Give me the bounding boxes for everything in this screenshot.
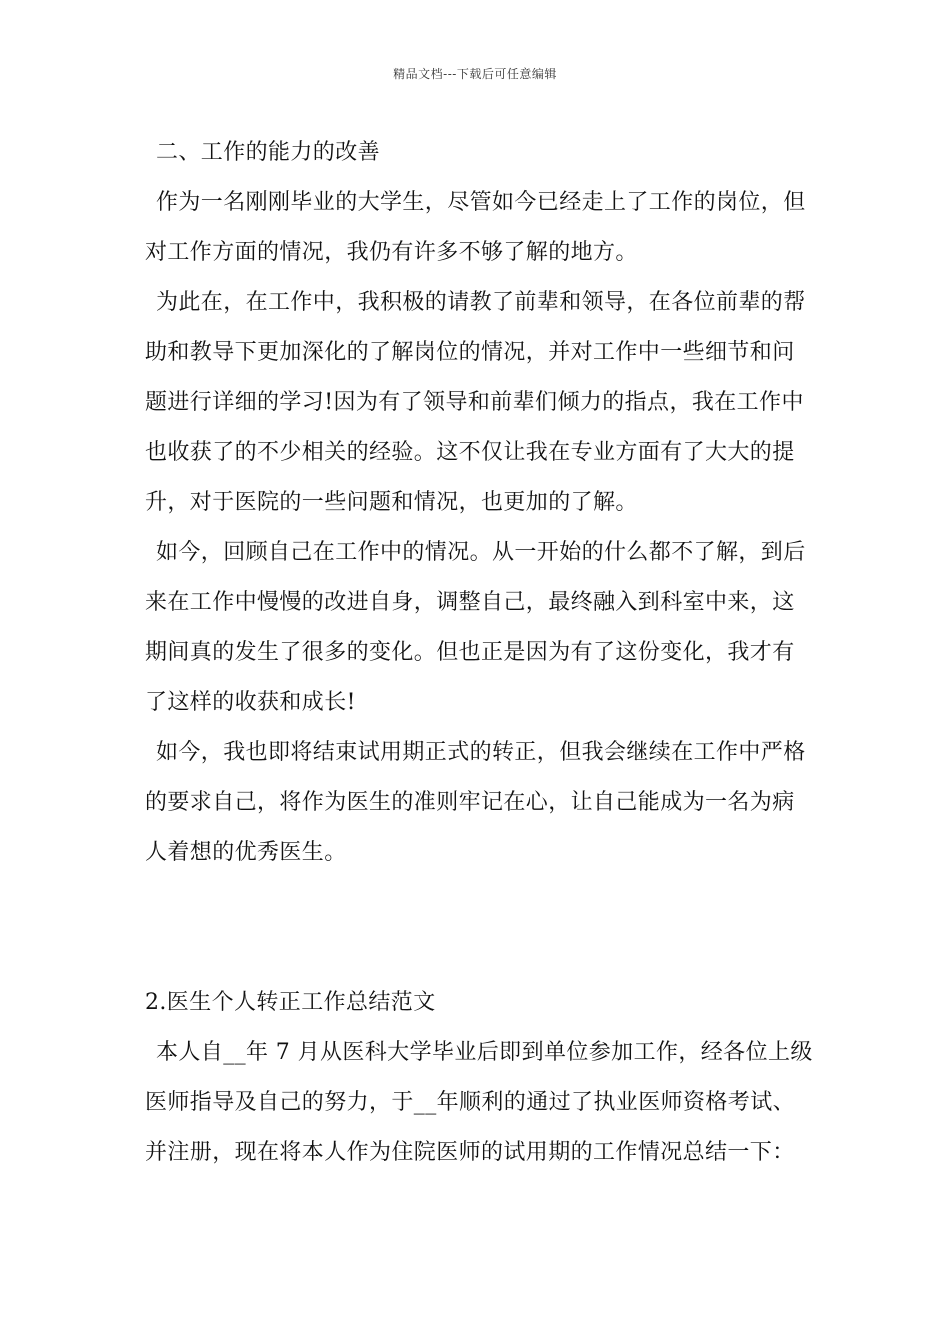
section-heading: 二、工作的能力的改善	[156, 140, 381, 165]
paragraph-line: 医师指导及自己的努力，于__年顺利的通过了执业医师资格考试、	[145, 1090, 796, 1115]
document-body	[145, 128, 813, 1178]
paragraph-line: 对工作方面的情况，我仍有许多不够了解的地方。	[145, 240, 638, 265]
paragraph-line: 也收获了的不少相关的经验。这不仅让我在专业方面有了大大的提	[145, 440, 795, 465]
paragraph-line: 如今，我也即将结束试用期正式的转正，但我会继续在工作中严格	[156, 740, 806, 765]
page-header: 精品文档---下载后可任意编辑	[393, 67, 557, 81]
paragraph-line: 如今，回顾自己在工作中的情况。从一开始的什么都不了解，到后	[156, 540, 806, 565]
paragraph-line: 来在工作中慢慢的改进自身，调整自己，最终融入到科室中来，这	[145, 590, 795, 615]
paragraph-line: 本人自__年 7 月从医科大学毕业后即到单位参加工作，经各位上级	[156, 1040, 813, 1065]
paragraph-line: 升，对于医院的一些问题和情况，也更加的了解。	[145, 490, 638, 515]
paragraph-line: 并注册，现在将本人作为住院医师的试用期的工作情况总结一下：	[145, 1140, 795, 1165]
paragraph	[145, 728, 813, 878]
paragraph-line: 作为一名刚刚毕业的大学生，尽管如今已经走上了工作的岗位，但	[156, 190, 806, 215]
paragraph-line: 的要求自己，将作为医生的准则牢记在心，让自己能成为一名为病	[145, 790, 795, 815]
paragraph	[145, 528, 813, 728]
paragraph-line: 人着想的优秀医生。	[145, 840, 347, 865]
paragraph-line: 期间真的发生了很多的变化。但也正是因为有了这份变化，我才有	[145, 640, 795, 665]
paragraph-line: 为此在，在工作中，我积极的请教了前辈和领导，在各位前辈的帮	[156, 290, 806, 315]
paragraph-line: 了这样的收获和成长!	[145, 690, 356, 715]
paragraph-line: 助和教导下更加深化的了解岗位的情况，并对工作中一些细节和问	[145, 340, 795, 365]
paragraph	[145, 1028, 813, 1178]
paragraph	[145, 178, 813, 278]
paragraph-line: 题进行详细的学习!因为有了领导和前辈们倾力的指点，我在工作中	[145, 390, 804, 415]
section-spacer	[145, 878, 813, 978]
paragraph	[145, 278, 813, 528]
section-heading: 2.医生个人转正工作总结范文	[145, 990, 436, 1015]
